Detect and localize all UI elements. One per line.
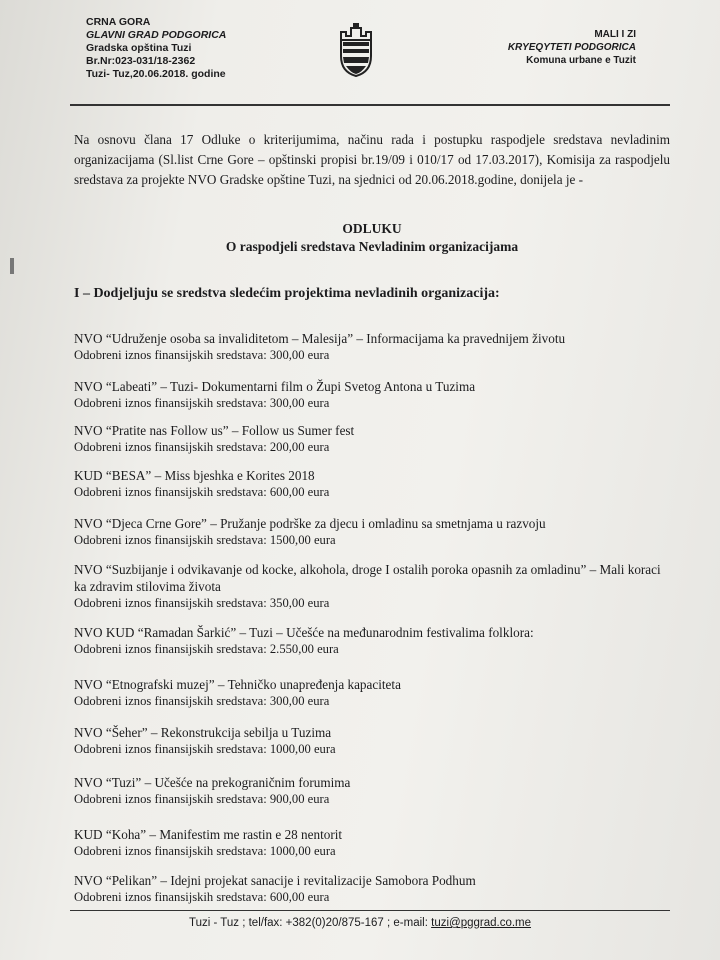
decision-subtitle: O raspodjeli sredstava Nevladinim organizacijama — [225, 239, 519, 254]
header-right-block — [508, 28, 636, 67]
grant-item — [74, 515, 674, 549]
grant-item — [74, 724, 674, 758]
header-divider — [70, 104, 670, 106]
grant-amount: Odobreni iznos finansijskih sredstava: 350,00 eura — [74, 596, 330, 610]
decision-title-block — [74, 220, 670, 256]
grant-item — [74, 467, 674, 501]
footer — [0, 917, 720, 929]
grant-item — [74, 624, 674, 658]
grant-project: NVO “Etnografski muzej” – Tehničko unapređenja kapaciteta — [74, 677, 401, 692]
grant-item — [74, 378, 674, 412]
intro-paragraph: Na osnovu člana 17 Odluke o kriterijumima, načinu rada i postupku raspodjele sredstava nevladinim organizacijama (Sl.list Crne Gore – opštinski propisi br.19/09 i 010/17 od 17.03.2017), Komisija za raspodjelu sredstava za projekte NVO Gradske opštine Tuzi, na sjednici od 20.06.2018.godine, donijela je - — [74, 132, 670, 187]
header-left-line: Br.Nr:023-031/18-2362 — [86, 55, 196, 67]
grant-project: NVO “Tuzi” – Učešće na prekograničnim forumima — [74, 775, 351, 790]
decision-title: ODLUKU — [342, 221, 402, 236]
grant-amount: Odobreni iznos finansijskih sredstava: 600,00 eura — [74, 890, 330, 904]
footer-email-link[interactable]: tuzi@pggrad.co.me — [431, 917, 532, 929]
header-left-line: Gradska opština Tuzi — [86, 42, 192, 54]
grant-item — [74, 676, 674, 710]
grant-project: NVO “Labeati” – Tuzi- Dokumentarni film o Župi Svetog Antona u Tuzima — [74, 379, 476, 394]
grant-amount: Odobreni iznos finansijskih sredstava: 1000,00 eura — [74, 844, 336, 858]
grant-project: NVO KUD “Ramadan Šarkić” – Tuzi – Učešće na međunarodnim festivalima folklora: — [74, 625, 534, 640]
grant-project: NVO “Udruženje osoba sa invaliditetom – Malesija” – Informacijama ka pravednijem životu — [74, 331, 566, 346]
grant-amount: Odobreni iznos finansijskih sredstava: 2.550,00 eura — [74, 642, 339, 656]
grant-item — [74, 872, 674, 906]
grant-amount: Odobreni iznos finansijskih sredstava: 900,00 eura — [74, 792, 330, 806]
grant-project: NVO “Suzbijanje i odvikavanje od kocke, alkohola, droge I ostalih poroka opasnih za omladinu” – Mali koraci ka zdravim stilovima života — [74, 562, 661, 594]
grant-project: NVO “Djeca Crne Gore” – Pružanje podrške za djecu i omladinu sa smetnjama u razvoju — [74, 516, 546, 531]
header-left-line: GLAVNI GRAD PODGORICA — [86, 29, 227, 41]
grant-project: KUD “Koha” – Manifestim me rastin e 28 nentorit — [74, 827, 343, 842]
header-right-line: MALI I ZI — [594, 29, 636, 40]
grant-amount: Odobreni iznos finansijskih sredstava: 300,00 eura — [74, 348, 330, 362]
grant-amount: Odobreni iznos finansijskih sredstava: 200,00 eura — [74, 440, 330, 454]
grant-item — [74, 826, 674, 860]
footer-divider — [70, 910, 670, 911]
grant-item — [74, 561, 674, 612]
grant-project: NVO “Pelikan” – Idejni projekat sanacije i revitalizacije Samobora Podhum — [74, 873, 476, 888]
grant-amount: Odobreni iznos finansijskih sredstava: 1000,00 eura — [74, 742, 336, 756]
footer-contact: Tuzi - Tuz ; tel/fax: +382(0)20/875-167 ; e-mail: — [188, 917, 432, 929]
header-left-line: CRNA GORA — [86, 16, 151, 28]
grant-amount: Odobreni iznos finansijskih sredstava: 600,00 eura — [74, 485, 330, 499]
grant-project: NVO “Pratite nas Follow us” – Follow us Sumer fest — [74, 423, 355, 438]
section-heading: I – Dodjeljuju se sredstva sledećim projektima nevladinih organizacija: — [74, 286, 500, 301]
grant-amount: Odobreni iznos finansijskih sredstava: 300,00 eura — [74, 694, 330, 708]
grant-item — [74, 422, 674, 456]
header-left-line: Tuzi- Tuz,20.06.2018. godine — [86, 68, 226, 80]
header-right-line: Komuna urbane e Tuzit — [526, 55, 636, 66]
grant-item — [74, 774, 674, 808]
grant-item — [74, 330, 674, 364]
page-edge-mark — [10, 258, 14, 274]
grant-project: NVO “Šeher” – Rekonstrukcija sebilja u Tuzima — [74, 725, 332, 740]
header-left-block — [86, 16, 226, 81]
grant-amount: Odobreni iznos finansijskih sredstava: 1500,00 eura — [74, 533, 336, 547]
coat-of-arms-icon — [333, 20, 379, 78]
grant-amount: Odobreni iznos finansijskih sredstava: 300,00 eura — [74, 396, 330, 410]
header-right-line: KRYEQYTETI PODGORICA — [507, 42, 636, 53]
grant-project: KUD “BESA” – Miss bjeshka e Korites 2018 — [74, 468, 315, 483]
